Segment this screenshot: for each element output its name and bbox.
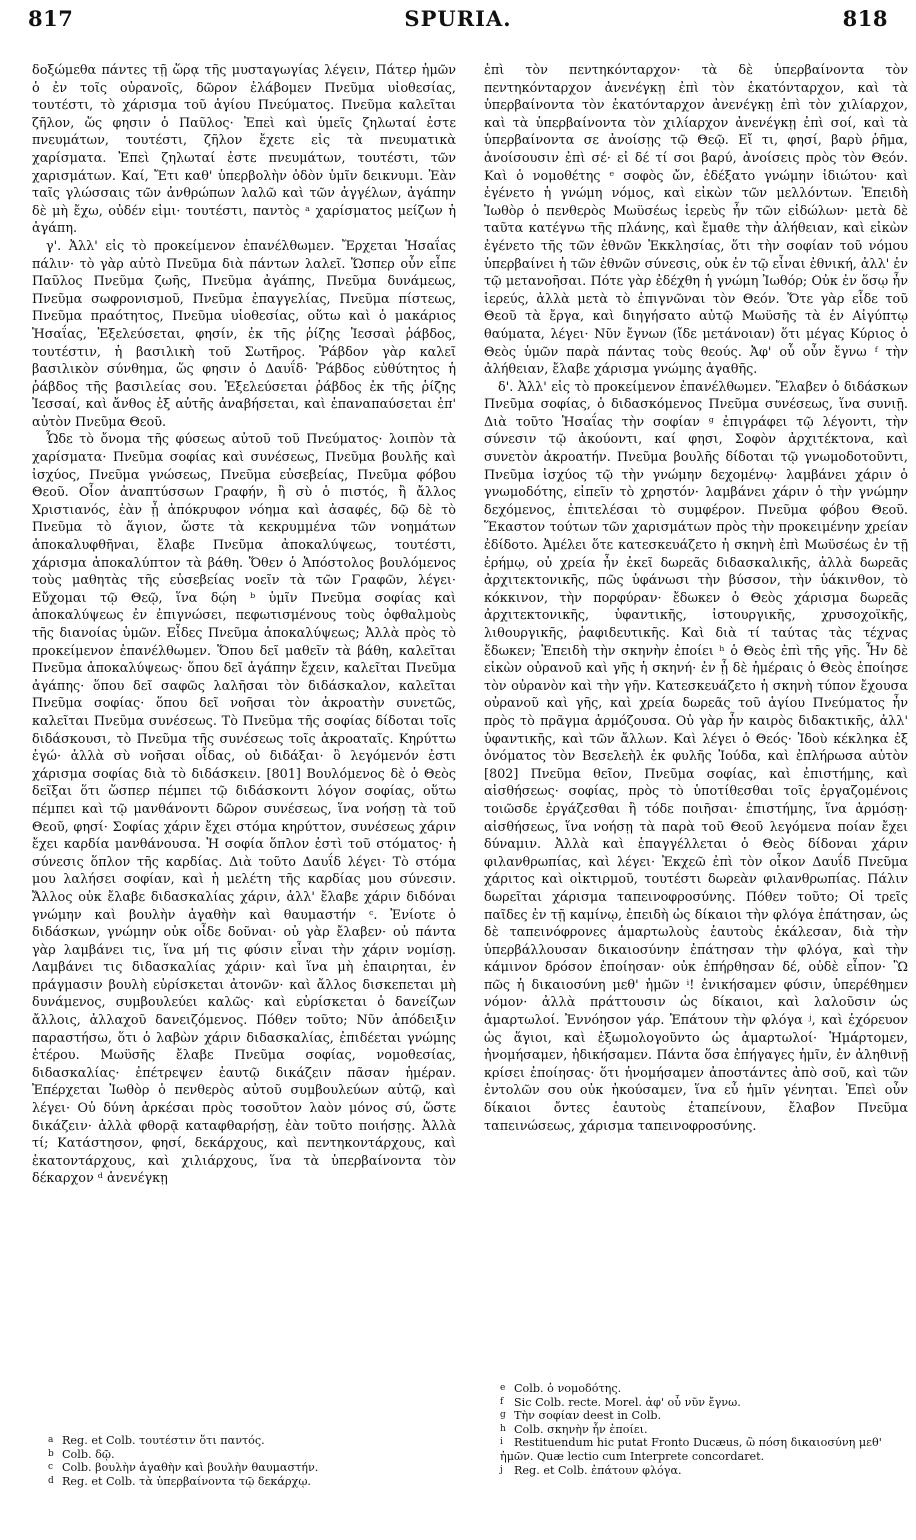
footnote-text: Reg. et Colb. τὰ ὑπερβαίνοντα τῷ δεκάρχῳ. bbox=[62, 1474, 311, 1488]
footnote-text: Colb. ὁ νομοδότης. bbox=[514, 1382, 622, 1395]
right-column bbox=[484, 62, 908, 1135]
footnote-mark: g bbox=[500, 1410, 506, 1421]
footnote-mark: j bbox=[500, 1464, 503, 1475]
footnote bbox=[48, 1448, 448, 1462]
footnote-mark: f bbox=[500, 1396, 504, 1407]
footnote-text: Reg. et Colb. ἐπάτουν φλόγα. bbox=[514, 1463, 682, 1477]
footnote bbox=[500, 1409, 890, 1423]
footnote-text: Τὴν σοφίαν deest in Colb. bbox=[514, 1409, 662, 1423]
footnote-mark: b bbox=[48, 1448, 54, 1459]
right-paragraph-1: ἐπὶ τὸν πεντηκόνταρχον· τὰ δὲ ὑπερβαίνοντα τὸν πεντηκόνταρχον ἀνενέγκῃ ἐπὶ τὸν ἑκατόνταρχον, καὶ τὰ ὑπερβαίνοντα τὸν ἑκατόνταρχον ἀνενέγκῃ ἐπὶ τὸν χιλίαρχον, καὶ τὰ ὑπερβαίνοντα τὸν χιλίαρχον ἀνενέγκῃ ἐπὶ σοί, καὶ τὰ ὑπερβαίνοντα σε ἀνοίσῃς τῷ Θεῷ. Εἴ τι, φησί, βαρὺ ῥῆμα, ἀνοίσουσιν ἐπὶ σέ· εἰ δέ τί σοι βαρύ, ἀνοίσεις πρὸς τὸν Θεόν. Καὶ ὁ νομοθέτης ᵉ σοφὸς ὤν, ἐδέξατο γνώμην ἰδιώτου· καὶ ἐγένετο ἡ γνώμη νόμος, καὶ εἰκὼν τῶν μελλόντων. Ἐπειδὴ Ἰωθὸρ ὁ πενθερὸς Μωϋσέως ἱερεὺς ἦν τῶν εἰδώλων· μετὰ δὲ ταῦτα κατέγνω τῆς πλάνης, καὶ ἔμαθε τὴν ἀλήθειαν, καὶ εἰκὼν ἐγένετο τῆς τῶν ἐθνῶν Ἐκκλησίας, ὅτι τὴν σοφίαν τοῦ νόμου ὑπερβαίνει ἡ τῶν ἐθνῶν σύνεσις, οὐκ ἐν τῷ εἶναι ἐθνική, ἀλλ' ἐν τῷ μετανοῆσαι. Πότε γὰρ ἐδέχθη ἡ γνώμη Ἰωθόρ; Οὐκ ἐν ὅσῳ ἦν ἱερεύς, ἀλλὰ μετὰ τὸ ἐπιγνῶναι τὸν Θεόν. Ὅτε γὰρ εἶδε τοῦ Θεοῦ τὰ ἔργα, καὶ διηγήσατο αὐτῷ Μωϋσῆς τὰ ἐν Αἰγύπτῳ θαύματα, λέγει· Νῦν ἔγνων (ἴδε μετάνοιαν) ὅτι μέγας Κύριος ὁ Θεὸς ὑμῶν παρὰ πάντας τοὺς θεούς. Ἀφ' οὗ οὖν ἔγνω ᶠ τὴν ἀλήθειαν, ἔλαβε χάρισμα γνώμης ἀγαθῆς. bbox=[484, 63, 908, 378]
footnote-mark: e bbox=[500, 1383, 506, 1393]
left-page-number: 817 bbox=[28, 6, 74, 31]
footnote bbox=[48, 1461, 448, 1475]
footnote-text: Reg. et Colb. τουτέστιν ὅτι παντός. bbox=[62, 1434, 265, 1447]
running-title: SPURIA. bbox=[404, 6, 512, 31]
footnote-mark: h bbox=[500, 1423, 506, 1434]
footnote-mark: i bbox=[500, 1437, 503, 1448]
footnote-mark: a bbox=[48, 1435, 54, 1445]
footnote bbox=[500, 1396, 890, 1410]
footnote-text: Sic Colb. recte. Morel. ἀφ' οὗ νῦν ἔγνω. bbox=[514, 1395, 741, 1409]
footnote-text: Restituendum hic putat Fronto Ducæus, ὢ πόση δικαιοσύνη μεθ' ἡμῶν. Quæ lectio cum Interprete concordaret. bbox=[500, 1436, 882, 1463]
footnote-text: Colb. σκηνὴν ἦν ἐποίει. bbox=[514, 1422, 648, 1436]
footnote-text: Colb. δῷ. bbox=[62, 1447, 115, 1461]
footnote bbox=[48, 1475, 448, 1489]
footnote-text: Colb. βουλὴν ἀγαθὴν καὶ βουλὴν θαυμαστήν. bbox=[62, 1461, 319, 1475]
left-footnotes bbox=[48, 1434, 448, 1488]
footnote bbox=[48, 1434, 448, 1448]
footnote-mark: d bbox=[48, 1475, 54, 1486]
footnote bbox=[500, 1464, 890, 1478]
footnote bbox=[500, 1436, 890, 1463]
page-header bbox=[24, 6, 892, 46]
right-paragraph-2: δ'. Ἀλλ' εἰς τὸ προκείμενον ἐπανέλθωμεν. Ἔλαβεν ὁ διδάσκων Πνεῦμα σοφίας, ὁ διδασκόμενος Πνεῦμα συνέσεως, ἵνα συνιῇ. Διὰ τοῦτο Ἡσαΐας τὴν σοφίαν ᵍ ἐπιγράφει τῷ λέγοντι, τὴν σύνεσιν τῷ ἀκούοντι, καί φησι, Σοφὸν ἀρχιτέκτονα, καὶ συνετὸν ἀκροατήν. Πνεῦμα βουλῆς δίδοται τῷ γνωμοδοτοῦντι, Πνεῦμα ἰσχύος τῷ τὴν γνώμην δεχομένῳ· λαμβάνει χάριν ὁ γνωμοδότης, εἰπεῖν τὸ χρηστόν· λαμβάνει χάριν ὁ τὴν γνώμην δεχόμενος, ἐπιτελέσαι τὸ συμφέρον. Πνεῦμα φόβου Θεοῦ. Ἕκαστον τούτων τῶν χαρισμάτων πρὸς τὴν προκειμένην χρείαν ἐδίδοτο. Ἀμέλει ὅτε κατεσκευάζετο ἡ σκηνὴ ἐπὶ Μωϋσέως ἐν τῇ ἐρήμῳ, οὐ χρεία ἦν ἐκεῖ δωρεᾶς διδασκαλικῆς, ἀλλὰ δωρεᾶς ἀρχιτεκτονικῆς, πῶς ὑφάνωσι τὴν βύσσον, τὴν ὑάκινθον, τὸ κόκκινον, τὴν πορφύραν· ἔδωκεν ὁ Θεὸς χάρισμα δωρεᾶς ἀρχιτεκτονικῆς, ὑφαντικῆς, ἱστουργικῆς, χρυσοχοϊκῆς, λιθουργικῆς, ῥαφιδευτικῆς. Καὶ διὰ τί ταύτας τὰς τέχνας ἔδωκεν; Ἐπειδὴ τὴν σκηνὴν ἐποίει ʰ ὁ Θεὸς ἐπὶ τῆς γῆς. Ἦν δὲ εἰκὼν οὐρανοῦ καὶ γῆς ἡ σκηνή· ἐν ᾗ δὲ ἡμέραις ὁ Θεὸς ἐποίησε τὸν οὐρανὸν καὶ τὴν γῆν. Κατεσκευάζετο ἡ σκηνὴ τύπον ἔχουσα οὐρανοῦ καὶ γῆς, καὶ χρεία δωρεᾶς τοῦ ἁγίου Πνεύματος ἦν πρὸς τὸ πρᾶγμα ἁρμόζουσα. Οὐ γὰρ ἦν καιρὸς διδακτικῆς, ἀλλ' ὑφαντικῆς, καὶ τῶν ἄλλων. Καὶ λέγει ὁ Θεός· Ἰδοὺ κέκληκα ἐξ ὀνόματος τὸν Βεσελεὴλ ἐκ φυλῆς Ἰούδα, καὶ ἐπλήρωσα αὐτὸν [802] Πνεῦμα θεῖον, Πνεῦμα σοφίας, καὶ ἐπιστήμης, καὶ αἰσθήσεως· σοφίας, πρὸς τὸ ὑποτίθεσθαι τοῖς ἐργαζομένοις τοιῶσδε ἐργάζεσθαι ἢ τόδε ποιῆσαι· ἐπιστήμης, ἵνα ἁρμόσῃ· αἰσθήσεως, ἵνα νοήσῃ τὰ παρὰ τοῦ Θεοῦ λεγόμενα ποίαν ἔχει δύναμιν. Ἀλλὰ καὶ ἐπαγγέλλεται ὁ Θεὸς δίδοναι χάριν φιλανθρωπίας, καὶ λέγει· Ἐκχεῶ ἐπὶ τὸν οἶκον Δαυΐδ Πνεῦμα χάριτος καὶ οἰκτιρμοῦ, τουτέστι δωρεὰν φιλανθρωπίας. Πάλιν δωρεῖται χάρισμα ταπεινοφροσύνης. Πόθεν τοῦτο; Οἱ τρεῖς παῖδες ἐν τῇ καμίνῳ, ἐπειδὴ ὡς δίκαιοι τὴν φλόγα ἐπάτησαν, ὡς δὲ ταπεινόφρονες ἁμαρτωλοὺς ἑαυτοὺς ἐκάλεσαν, διὰ τὴν ὑπερβάλλουσαν δικαιοσύνην ἐπάτησαν τὴν φλόγα, καὶ τὴν κάμινον δρόσον ἐποίησαν· οὐκ ἐπήρθησαν δέ, οὐδὲ εἶπον· Ὢ πῶς ἡ δικαιοσύνη μεθ' ἡμῶν ⁱ! ἐνικήσαμεν φύσιν, ὑπερέθημεν νόμον· ἀλλὰ πράττουσιν ὡς δίκαιοι, καὶ λαλοῦσιν ὡς ἁμαρτωλοί. Ἐννόησον γάρ. Ἐπάτουν τὴν φλόγα ʲ, καὶ ἐχόρευον ὡς ἅγιοι, καὶ ἐξωμολογοῦντο ὡς ἁμαρτωλοί· Ἡμάρτομεν, ἠνομήσαμεν, ἠδικήσαμεν. Πάντα ὅσα ἐπήγαγες ἡμῖν, ἐν ἀληθινῇ κρίσει ἐποίησας· ὅτι ἠνομήσαμεν ἀποστάντες ἀπὸ σοῦ, καὶ τῶν ἐντολῶν σου οὐκ ἠκούσαμεν, ἵνα εὖ ἡμῖν γένηται. Ἐπεὶ οὖν δίκαιοι ὄντες ἑαυτοὺς ἐταπείνουν, ἔλαβον Πνεῦμα ταπεινώσεως, χάρισμα ταπεινοφροσύνης. bbox=[484, 379, 908, 1134]
right-footnotes bbox=[500, 1382, 890, 1477]
left-paragraph-1: δοξώμεθα πάντες τῇ ὥρᾳ τῆς μυσταγωγίας λέγειν, Πάτερ ἡμῶν ὁ ἐν τοῖς οὐρανοῖς, δῶρον ἐλάβομεν Πνεῦμα υἱοθεσίας, τουτέστι, τὸ χάρισμα τοῦ ἁγίου Πνεύματος. Πνεῦμα καλεῖται ζῆλον, ὥς φησιν ὁ Παῦλος· Ἐπεὶ καὶ ὑμεῖς ζηλωταί ἐστε πνευμάτων, τουτέστι, ζῆλον ἔχετε εἰς τὰ πνευματικὰ χαρίσματα. Ἐπεὶ ζηλωταί ἐστε πνευμάτων, τουτέστι, τῶν χαρισμάτων. Καί, Ἔτι καθ' ὑπερβολὴν ὁδὸν ὑμῖν δεικνυμι. Ἐὰν ταῖς γλώσσαις τῶν ἀνθρώπων λαλῶ καὶ τῶν ἀγγέλων, ἀγάπην δὲ μὴ ἔχω, οὐδέν εἰμι· τουτέστι, παντὸς ᵃ χαρίσματος μείζων ἡ ἀγάπη. bbox=[32, 63, 456, 237]
left-column bbox=[32, 62, 456, 1188]
footnote bbox=[500, 1382, 890, 1396]
footnote bbox=[500, 1423, 890, 1437]
left-paragraph-2: γ'. Ἀλλ' εἰς τὸ προκείμενον ἐπανέλθωμεν. Ἔρχεται Ἡσαΐας πάλιν· τὸ γὰρ αὐτὸ Πνεῦμα διὰ πάντων λαλεῖ. Ὥσπερ οὖν εἶπε Παῦλος Πνεῦμα ζωῆς, Πνεῦμα ἀγάπης, Πνεῦμα δυνάμεως, Πνεῦμα σωφρονισμοῦ, Πνεῦμα ἐπαγγελίας, Πνεῦμα πίστεως, Πνεῦμα πραότητος, Πνεῦμα υἱοθεσίας, οὕτω καὶ ὁ μακάριος Ἡσαΐας, Ἐξελεύσεται, φησίν, ἐκ τῆς ῥίζης Ἰεσσαὶ ῥάβδος, τουτέστιν, ἡ βασιλικὴ τοῦ Σωτῆρος. Ῥάβδον γὰρ καλεῖ βασιλικὸν σύνθημα, ὥς φησιν ὁ Δαυΐδ· Ῥάβδος εὐθύτητος ἡ ῥάβδος τῆς βασιλείας σου. Ἐξελεύσεται ῥάβδος ἐκ τῆς ῥίζης Ἰεσσαί, καὶ ἄνθος ἐξ αὐτῆς ἀναβήσεται, καὶ ἐπαναπαύσεται ἐπ' αὐτὸν Πνεῦμα Θεοῦ. bbox=[32, 238, 456, 430]
footnote-mark: c bbox=[48, 1462, 54, 1473]
right-page-number: 818 bbox=[842, 6, 888, 31]
left-paragraph-3: Ὧδε τὸ ὄνομα τῆς φύσεως αὐτοῦ τοῦ Πνεύματος· λοιπὸν τὰ χαρίσματα· Πνεῦμα σοφίας καὶ συνέσεως, Πνεῦμα βουλῆς καὶ ἰσχύος, Πνεῦμα γνώσεως, Πνεῦμα εὐσεβείας, Πνεῦμα φόβου Θεοῦ. Οἷον ἀναπτύσσων Γραφήν, ἢ σὺ ὁ πιστός, ἢ ἄλλος Χριστιανός, ἐὰν ᾖ ἀπόκρυφον νόημα καὶ ἀσαφές, δῷ δὲ τὸ Πνεῦμα τὸ ἅγιον, ὥστε τὰ κεκρυμμένα τῶν νοημάτων ἀποκαλυφθῆναι, ἔλαβε Πνεῦμα ἀποκαλύψεως, τουτέστι, χάρισμα ἀποκαλύπτον τὰ βάθη. Ὅθεν ὁ Ἀπόστολος βουλόμενος τοὺς μαθητὰς τῆς εὐσεβείας νοεῖν τὰ τῶν Γραφῶν, λέγει· Εὔχομαι τῷ Θεῷ, ἵνα δῴη ᵇ ὑμῖν Πνεῦμα σοφίας καὶ ἀποκαλύψεως ἐν ἐπιγνώσει, πεφωτισμένους τοὺς ὀφθαλμοὺς τῆς διανοίας ὑμῶν. Εἶδες Πνεῦμα ἀποκαλύψεως; Ἀλλὰ πρὸς τὸ προκείμενον ἐπανέλθωμεν. Ὅπου δεῖ μαθεῖν τὰ βάθη, καλεῖται Πνεῦμα ἀποκαλύψεως· ὅπου δεῖ ἀγάπην ἔχειν, καλεῖται Πνεῦμα ἀγάπης· ὅπου δεῖ σαφῶς λαλῆσαι τὸν διδάσκαλον, καλεῖται Πνεῦμα σοφίας· ὅπου δεῖ νοῆσαι τὸν ἀκροατὴν συνετῶς, καλεῖται Πνεῦμα συνέσεως. Τὸ Πνεῦμα τῆς σοφίας δίδοται τοῖς διδάσκουσι, τὸ Πνεῦμα τῆς συνέσεως τοῖς ἀκροαταῖς. Κηρύττω ἐγώ· ἀλλὰ σὺ νοῆσαι οἶδας, οὐ διδάξαι· ὃ λεγόμενόν ἐστι χάρισμα σοφίας διὰ τὸ διδάσκειν. [801] Βουλόμενος δὲ ὁ Θεὸς δεῖξαι ὅτι ὥσπερ πέμπει τῷ διδάσκοντι λόγον σοφίας, οὕτω πέμπει καὶ τῷ μανθάνοντι δῶρον συνέσεως, ἵνα νοήσῃ τὰ τοῦ Θεοῦ, φησί· Σοφίας χάριν ἔχει στόμα κηρύττον, συνέσεως χάριν ἔχει καρδία μανθάνουσα. Ἡ σοφία ὅπλον ἐστὶ τοῦ στόματος· ἡ σύνεσις ὅπλον τῆς καρδίας. Διὰ τοῦτο Δαυΐδ λέγει· Τὸ στόμα μου λαλήσει σοφίαν, καὶ ἡ μελέτη τῆς καρδίας μου σύνεσιν. Ἄλλος οὐκ ἔλαβε διδασκαλίας χάριν, ἀλλ' ἔλαβε χάριν διδόναι γνώμην καὶ βουλὴν ἀγαθὴν καὶ θαυμαστήν ᶜ. Ἐνίοτε ὁ διδάσκων, γνώμην οὐκ οἶδε δοῦναι· οὐ γὰρ ἔλαβεν· οὐ πάντα γὰρ λαμβάνει τις, ἵνα μή τις φύσιν εἶναι τὴν χάριν νομίσῃ. Λαμβάνει τις διδασκαλίας χάριν· καὶ ἵνα μὴ ἐπαιρηται, ἐν πράγμασιν βουλὴ εὑρίσκεται ἀτονῶν· καὶ ἄλλος δισκεπεται μὴ δυνάμενος, συμβουλεύει καλῶς· καὶ εὑρίσκεται ὁ δανείζων ἄλλοις, ἀλλαχοῦ δανειζόμενος. Πόθεν τοῦτο; Νῦν ἀπόδειξιν παραστήσω, ὅτι ὁ λαβὼν χάριν διδασκαλίας, ἐπιδέεται γνώμης ἑτέρου. Μωϋσῆς ἔλαβε Πνεῦμα σοφίας, νομοθεσίας, διδασκαλίας· ἐπέτρεψεν ἑαυτῷ δικάζειν πᾶσαν ἡμέραν. Ἐπέρχεται Ἰωθὸρ ὁ πενθερὸς αὐτοῦ συμβουλεύων αὐτῷ, καὶ λέγει· Οὐ δύνη ἀρκέσαι πρὸς τοσοῦτον λαὸν μόνος σύ, ὥστε δικάζειν· ἀλλὰ φθορᾷ καταφθαρήσῃ, ἐὰν τοῦτο ποιήσῃς. Ἀλλὰ τί; Κατάστησον, φησί, δεκάρχους, καὶ πεντηκοντάρχους, καὶ ἑκατοντάρχους, καὶ χιλιάρχους, ἵνα τὰ ὑπερβαίνοντα τὸν δέκαρχον ᵈ ἀνενέγκῃ bbox=[32, 432, 456, 1187]
